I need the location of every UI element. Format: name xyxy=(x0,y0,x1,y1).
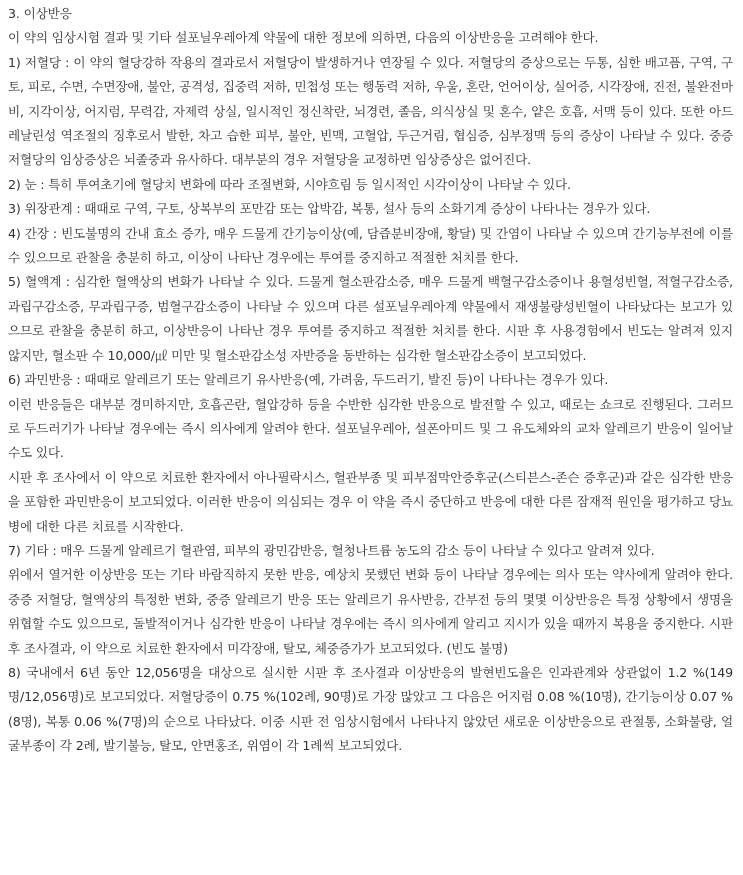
reporting-paragraph: 위에서 열거한 이상반응 또는 기타 바람직하지 못한 반응, 예상치 못했던 변화 등이 나타날 경우에는 의사 또는 약사에게 알려야 한다. 중증 저혈당, 혈액상의 특정한 변화, 중증 알레르기 반응 또는 알레르기 유사반응, 간부전 등의 몇몇 이상반응은 특정 상황에서 생명을 위협할 수도 있으므로, 돌발적이거나 심각한 반응이 나타날 경우에는 즉시 의사에게 알리고 지시가 있을 때까지 복용을 중지한다. 시판 후 조사결과, 이 약으로 치료한 환자에서 미각장애, 탈모, 체중증가가 보고되었다. (빈도 불명) xyxy=(8,567,733,656)
liver-paragraph: 4) 간장 : 빈도불명의 간내 효소 증가, 매우 드물게 간기능이상(예, 담즙분비장애, 황달) 및 간염이 나타날 수 있으며 간기능부전에 이를 수 있으므로 관찰을 충분히 하고, 이상이 나타난 경우에는 투여를 중지하고 적절한 처치를 한다. xyxy=(8,225,733,266)
hypersensitivity-paragraph: 6) 과민반응 : 때때로 알레르기 또는 알레르기 유사반응(예, 가려움, 두드러기, 발진 등)이 나타나는 경우가 있다. xyxy=(8,372,609,388)
hypoglycemia-paragraph: 1) 저혈당 : 이 약의 혈당강하 작용의 결과로서 저혈당이 발생하거나 연장될 수 있다. 저혈당의 증상으로는 두통, 심한 배고픔, 구역, 구토, 피로, 수면, 수면장애, 불안, 공격성, 집중력 저하, 민첩성 또는 행동력 저하, 우울, 혼란, 언어이상, 실어증, 시각장애, 진전, 불완전마비, 지각이상, 어지럼, 무력감, 자제력 상실, 일시적인 정신착란, 뇌경련, 졸음, 의식상실 및 혼수, 얕은 호흡, 서맥 등이 있다. 또한 아드레날린성 역조절의 징후로서 발한, 차고 습한 피부, 불안, 빈맥, 고혈압, 두근거림, 협심증, 심부정맥 등의 증상이 나타날 수 있다. 중증 저혈당의 임상증상은 뇌졸중과 유사하다. 대부분의 경우 저혈당을 교정하면 임상증상은 없어진다. xyxy=(8,54,733,168)
section-heading: 3. 이상반응 xyxy=(8,6,72,21)
eye-paragraph: 2) 눈 : 특히 투여초기에 혈당치 변화에 따라 조절변화, 시야흐림 등 일시적인 시각이상이 나타날 수 있다. xyxy=(8,176,571,192)
intro-paragraph: 이 약의 임상시험 결과 및 기타 설포닐우레아계 약물에 대한 정보에 의하면, 다음의 이상반응을 고려해야 한다. xyxy=(8,30,599,46)
hypersensitivity-detail-paragraph: 이런 반응들은 대부분 경미하지만, 호흡곤란, 혈압강하 등을 수반한 심각한 반응으로 발전할 수 있고, 때로는 쇼크로 진행된다. 그러므로 두드러기가 나타날 경우에는 즉시 의사에게 알려야 한다. 설포닐우레아, 설폰아미드 및 그 유도체와의 교차 알레르기 반응이 일어날 수도 있다. xyxy=(8,396,733,461)
other-paragraph: 7) 기타 : 매우 드물게 알레르기 혈관염, 피부의 광민감반응, 혈청나트륨 농도의 감소 등이 나타날 수 있다고 알려져 있다. xyxy=(8,542,655,558)
gastrointestinal-paragraph: 3) 위장관계 : 때때로 구역, 구토, 상복부의 포만감 또는 압박감, 복통, 설사 등의 소화기계 증상이 나타나는 경우가 있다. xyxy=(8,201,651,217)
postmarketing-hypersensitivity-paragraph: 시판 후 조사에서 이 약으로 치료한 환자에서 아나필락시스, 혈관부종 및 피부점막안증후군(스티븐스-존슨 증후군)과 같은 심각한 반응을 포함한 과민반응이 보고되었다. 이러한 반응이 의심되는 경우 이 약을 즉시 중단하고 반응에 대한 다른 잠재적 원인을 평가하고 당뇨병에 대한 다른 치료를 시작한다. xyxy=(8,469,733,534)
domestic-survey-paragraph: 8) 국내에서 6년 동안 12,056명을 대상으로 실시한 시판 후 조사결과 이상반응의 발현빈도율은 인과관계와 상관없이 1.2 %(149명/12,056명)로 보고되었다. 저혈당증이 0.75 %(102례, 90명)로 가장 많았고 그 다음은 어지럼 0.08 %(10명), 간기능이상 0.07 %(8명), 복통 0.06 %(7명)의 순으로 나타났다. 이중 시판 전 임상시험에서 나타나지 않았던 새로운 이상반응으로 관절통, 소화불량, 얼굴부종이 각 2례, 발기불능, 탈모, 안면홍조, 위염이 각 1례씩 보고되었다. xyxy=(8,664,733,754)
blood-paragraph: 5) 혈액계 : 심각한 혈액상의 변화가 나타날 수 있다. 드물게 혈소판감소증, 매우 드물게 백혈구감소증이나 용혈성빈혈, 적혈구감소증, 과립구감소증, 무과립구증, 범혈구감소증이 나타날 수 있으며 다른 설포닐우레아계 약물에서 재생불량성빈혈이 나타났다는 보고가 있으므로 관찰을 충분히 하고, 이상반응이 나타난 경우 투여를 중지하고 적절한 처치를 한다. 시판 후 사용경험에서 빈도는 알려져 있지 않지만, 혈소판 수 10,000/㎕ 미만 및 혈소판감소성 자반증을 동반하는 심각한 혈소판감소증이 보고되었다. xyxy=(8,274,733,363)
